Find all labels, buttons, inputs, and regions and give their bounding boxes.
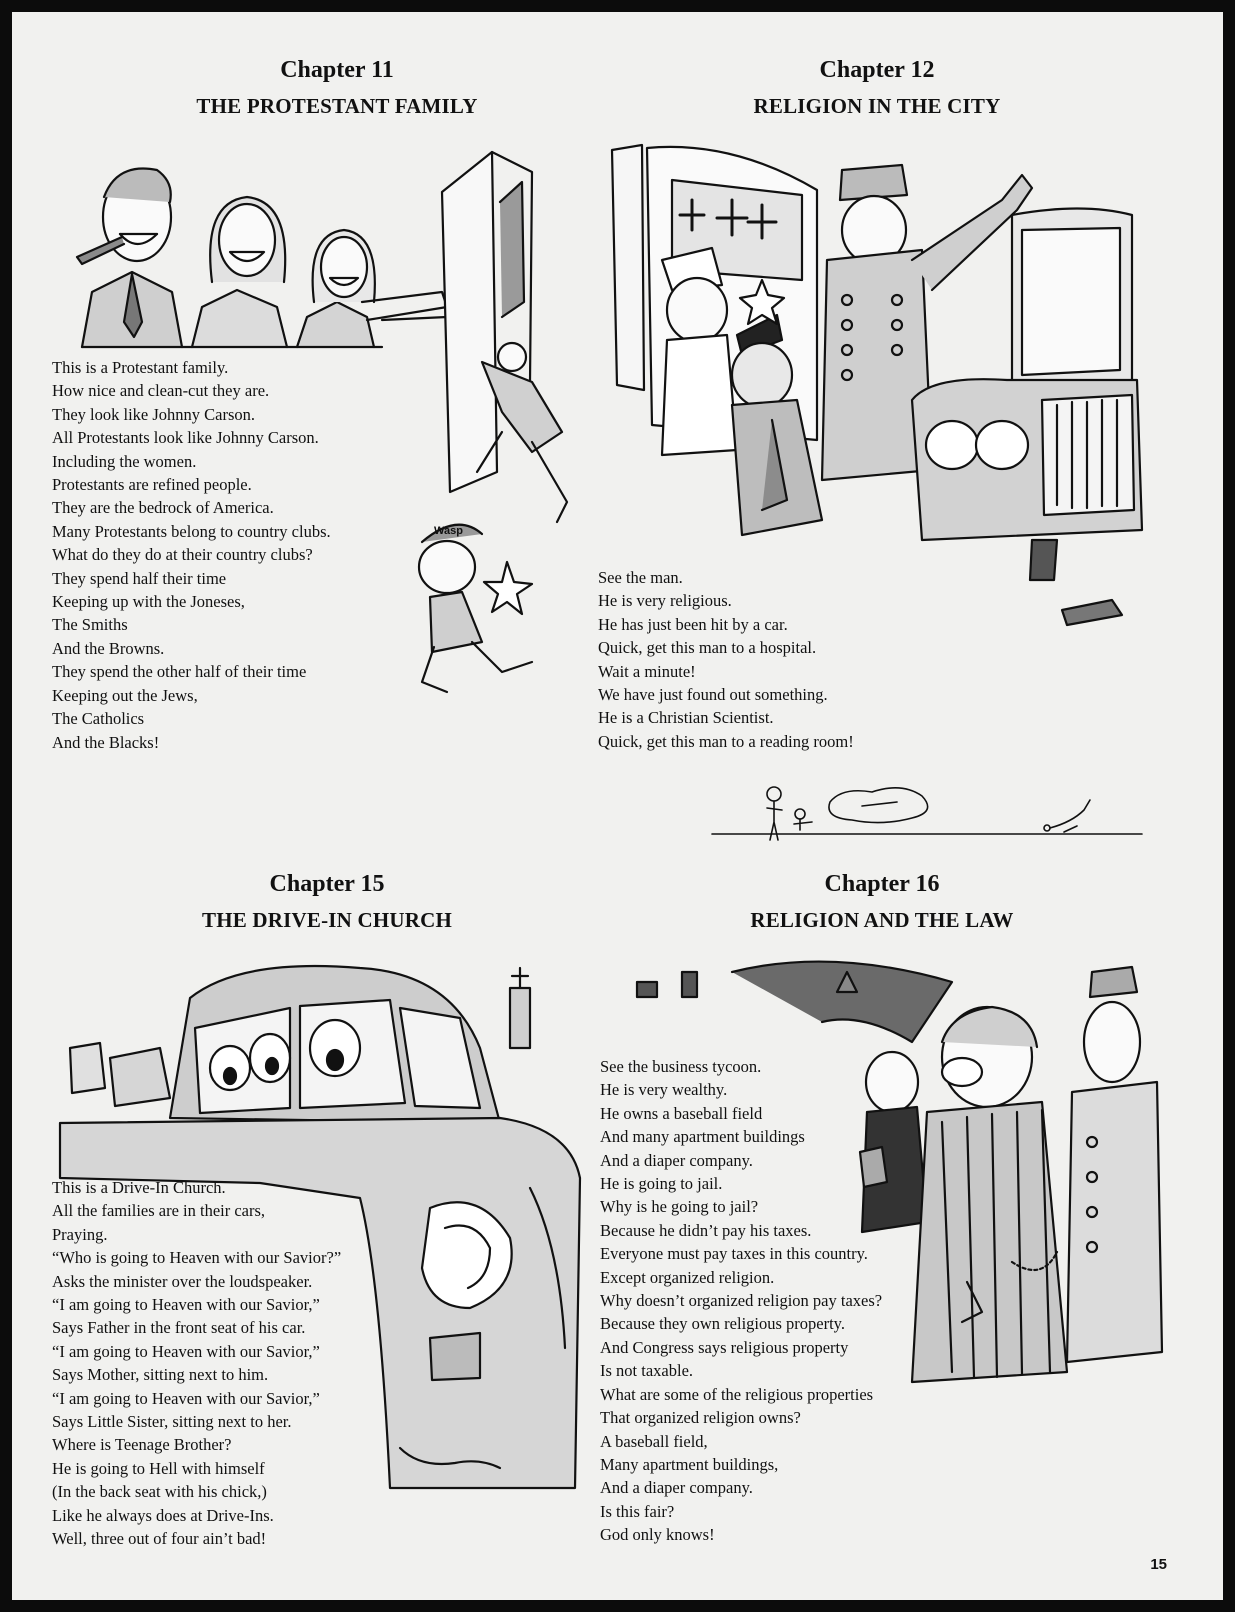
verse-line: All the families are in their cars,: [52, 1201, 266, 1221]
verse-line: See the business tycoon.: [600, 1057, 762, 1076]
verse-line: “I am going to Heaven with our Savior,”: [52, 1388, 320, 1408]
verse-line: And a diaper company.: [600, 1150, 753, 1170]
chapter-12-heading: [712, 56, 1042, 119]
verse-line: Like he always does at Drive-Ins.: [52, 1505, 274, 1525]
chapter-number: Chapter 12: [819, 57, 935, 83]
verse-line: “I am going to Heaven with our Savior,”: [52, 1295, 320, 1315]
verse-line: “I am going to Heaven with our Savior,”: [52, 1341, 320, 1361]
verse-line: Well, three out of four ain’t bad!: [52, 1529, 267, 1549]
verse-line: A baseball field,: [600, 1431, 708, 1451]
verse-line: God only knows!: [600, 1525, 715, 1545]
chapter-title: RELIGION IN THE CITY: [753, 94, 1001, 118]
chapter-15-heading: [162, 870, 492, 933]
wasp-cap-text: Wasp: [434, 525, 463, 537]
chapter-15-verse: [52, 1176, 341, 1551]
verse-line: Is this fair?: [600, 1501, 675, 1521]
verse-line: Including the women.: [52, 451, 197, 471]
verse-line: Protestants are refined people.: [52, 475, 252, 495]
chapter-title: THE PROTESTANT FAMILY: [196, 94, 478, 118]
verse-line: We have just found out something.: [598, 685, 828, 705]
verse-line: Why doesn’t organized religion pay taxes?: [600, 1291, 883, 1311]
chapter-16-verse: [600, 1055, 882, 1547]
verse-line: They are the bedrock of America.: [52, 498, 274, 518]
verse-line: “Who is going to Heaven with our Savior?”: [52, 1248, 342, 1268]
chapter-11-heading: [172, 56, 502, 119]
verse-line: Wait a minute!: [598, 661, 696, 681]
verse-line: What do they do at their country clubs?: [52, 545, 313, 565]
verse-line: This is a Drive-In Church.: [52, 1178, 226, 1197]
verse-line: He is going to Hell with himself: [52, 1458, 265, 1478]
verse-line: Keeping out the Jews,: [52, 685, 198, 705]
verse-line: Because he didn’t pay his taxes.: [600, 1220, 812, 1240]
verse-line: The Catholics: [52, 709, 145, 729]
verse-line: Everyone must pay taxes in this country.: [600, 1244, 868, 1264]
verse-line: Where is Teenage Brother?: [52, 1435, 232, 1455]
verse-line: And many apartment buildings: [600, 1127, 805, 1147]
chapter-number: Chapter 16: [824, 871, 940, 897]
verse-line: They look like Johnny Carson.: [52, 404, 256, 424]
verse-line: Says Father in the front seat of his car.: [52, 1318, 306, 1338]
verse-line: That organized religion owns?: [600, 1408, 801, 1428]
verse-line: Quick, get this man to a reading room!: [598, 731, 854, 751]
verse-line: Says Mother, sitting next to him.: [52, 1365, 269, 1385]
verse-line: They spend the other half of their time: [52, 662, 307, 682]
verse-line: Says Little Sister, sitting next to her.: [52, 1412, 292, 1432]
verse-line: He is very wealthy.: [600, 1080, 728, 1100]
chapter-12-verse: [598, 566, 854, 753]
verse-line: The Smiths: [52, 615, 128, 635]
verse-line: All Protestants look like Johnny Carson.: [52, 428, 319, 448]
verse-line: Many apartment buildings,: [600, 1454, 779, 1474]
magazine-page: [12, 12, 1223, 1600]
verse-line: Quick, get this man to a hospital.: [598, 638, 817, 658]
chapter-11-verse: [52, 356, 331, 754]
verse-line: How nice and clean-cut they are.: [52, 381, 270, 401]
verse-line: Except organized religion.: [600, 1267, 775, 1287]
verse-line: He is going to jail.: [600, 1174, 723, 1194]
verse-line: He has just been hit by a car.: [598, 614, 788, 634]
verse-line: What are some of the religious properties: [600, 1384, 874, 1404]
chapter-number: Chapter 15: [269, 871, 385, 897]
verse-line: They spend half their time: [52, 568, 227, 588]
verse-line: And a diaper company.: [600, 1478, 753, 1498]
page-number: 15: [1150, 1556, 1167, 1573]
verse-line: See the man.: [598, 568, 683, 587]
verse-line: Why is he going to jail?: [600, 1197, 759, 1217]
verse-line: (In the back seat with his chick,): [52, 1482, 267, 1502]
chapter-number: Chapter 11: [280, 57, 394, 83]
verse-line: He is a Christian Scientist.: [598, 708, 774, 728]
verse-line: He owns a baseball field: [600, 1103, 763, 1123]
chapter-title: RELIGION AND THE LAW: [750, 908, 1014, 932]
verse-line: Keeping up with the Joneses,: [52, 592, 245, 612]
verse-line: This is a Protestant family.: [52, 358, 229, 377]
verse-line: Asks the minister over the loudspeaker.: [52, 1271, 313, 1291]
chapter-16-heading: [707, 870, 1057, 933]
verse-line: Because they own religious property.: [600, 1314, 845, 1334]
verse-line: Many Protestants belong to country clubs.: [52, 521, 331, 541]
chapter-title: THE DRIVE-IN CHURCH: [202, 908, 452, 932]
verse-line: Is not taxable.: [600, 1361, 694, 1381]
divider-cartoon: [712, 782, 1152, 852]
verse-line: And the Blacks!: [52, 732, 160, 752]
verse-line: And the Browns.: [52, 638, 165, 658]
verse-line: And Congress says religious property: [600, 1337, 849, 1357]
verse-line: Praying.: [52, 1224, 108, 1244]
verse-line: He is very religious.: [598, 591, 732, 611]
